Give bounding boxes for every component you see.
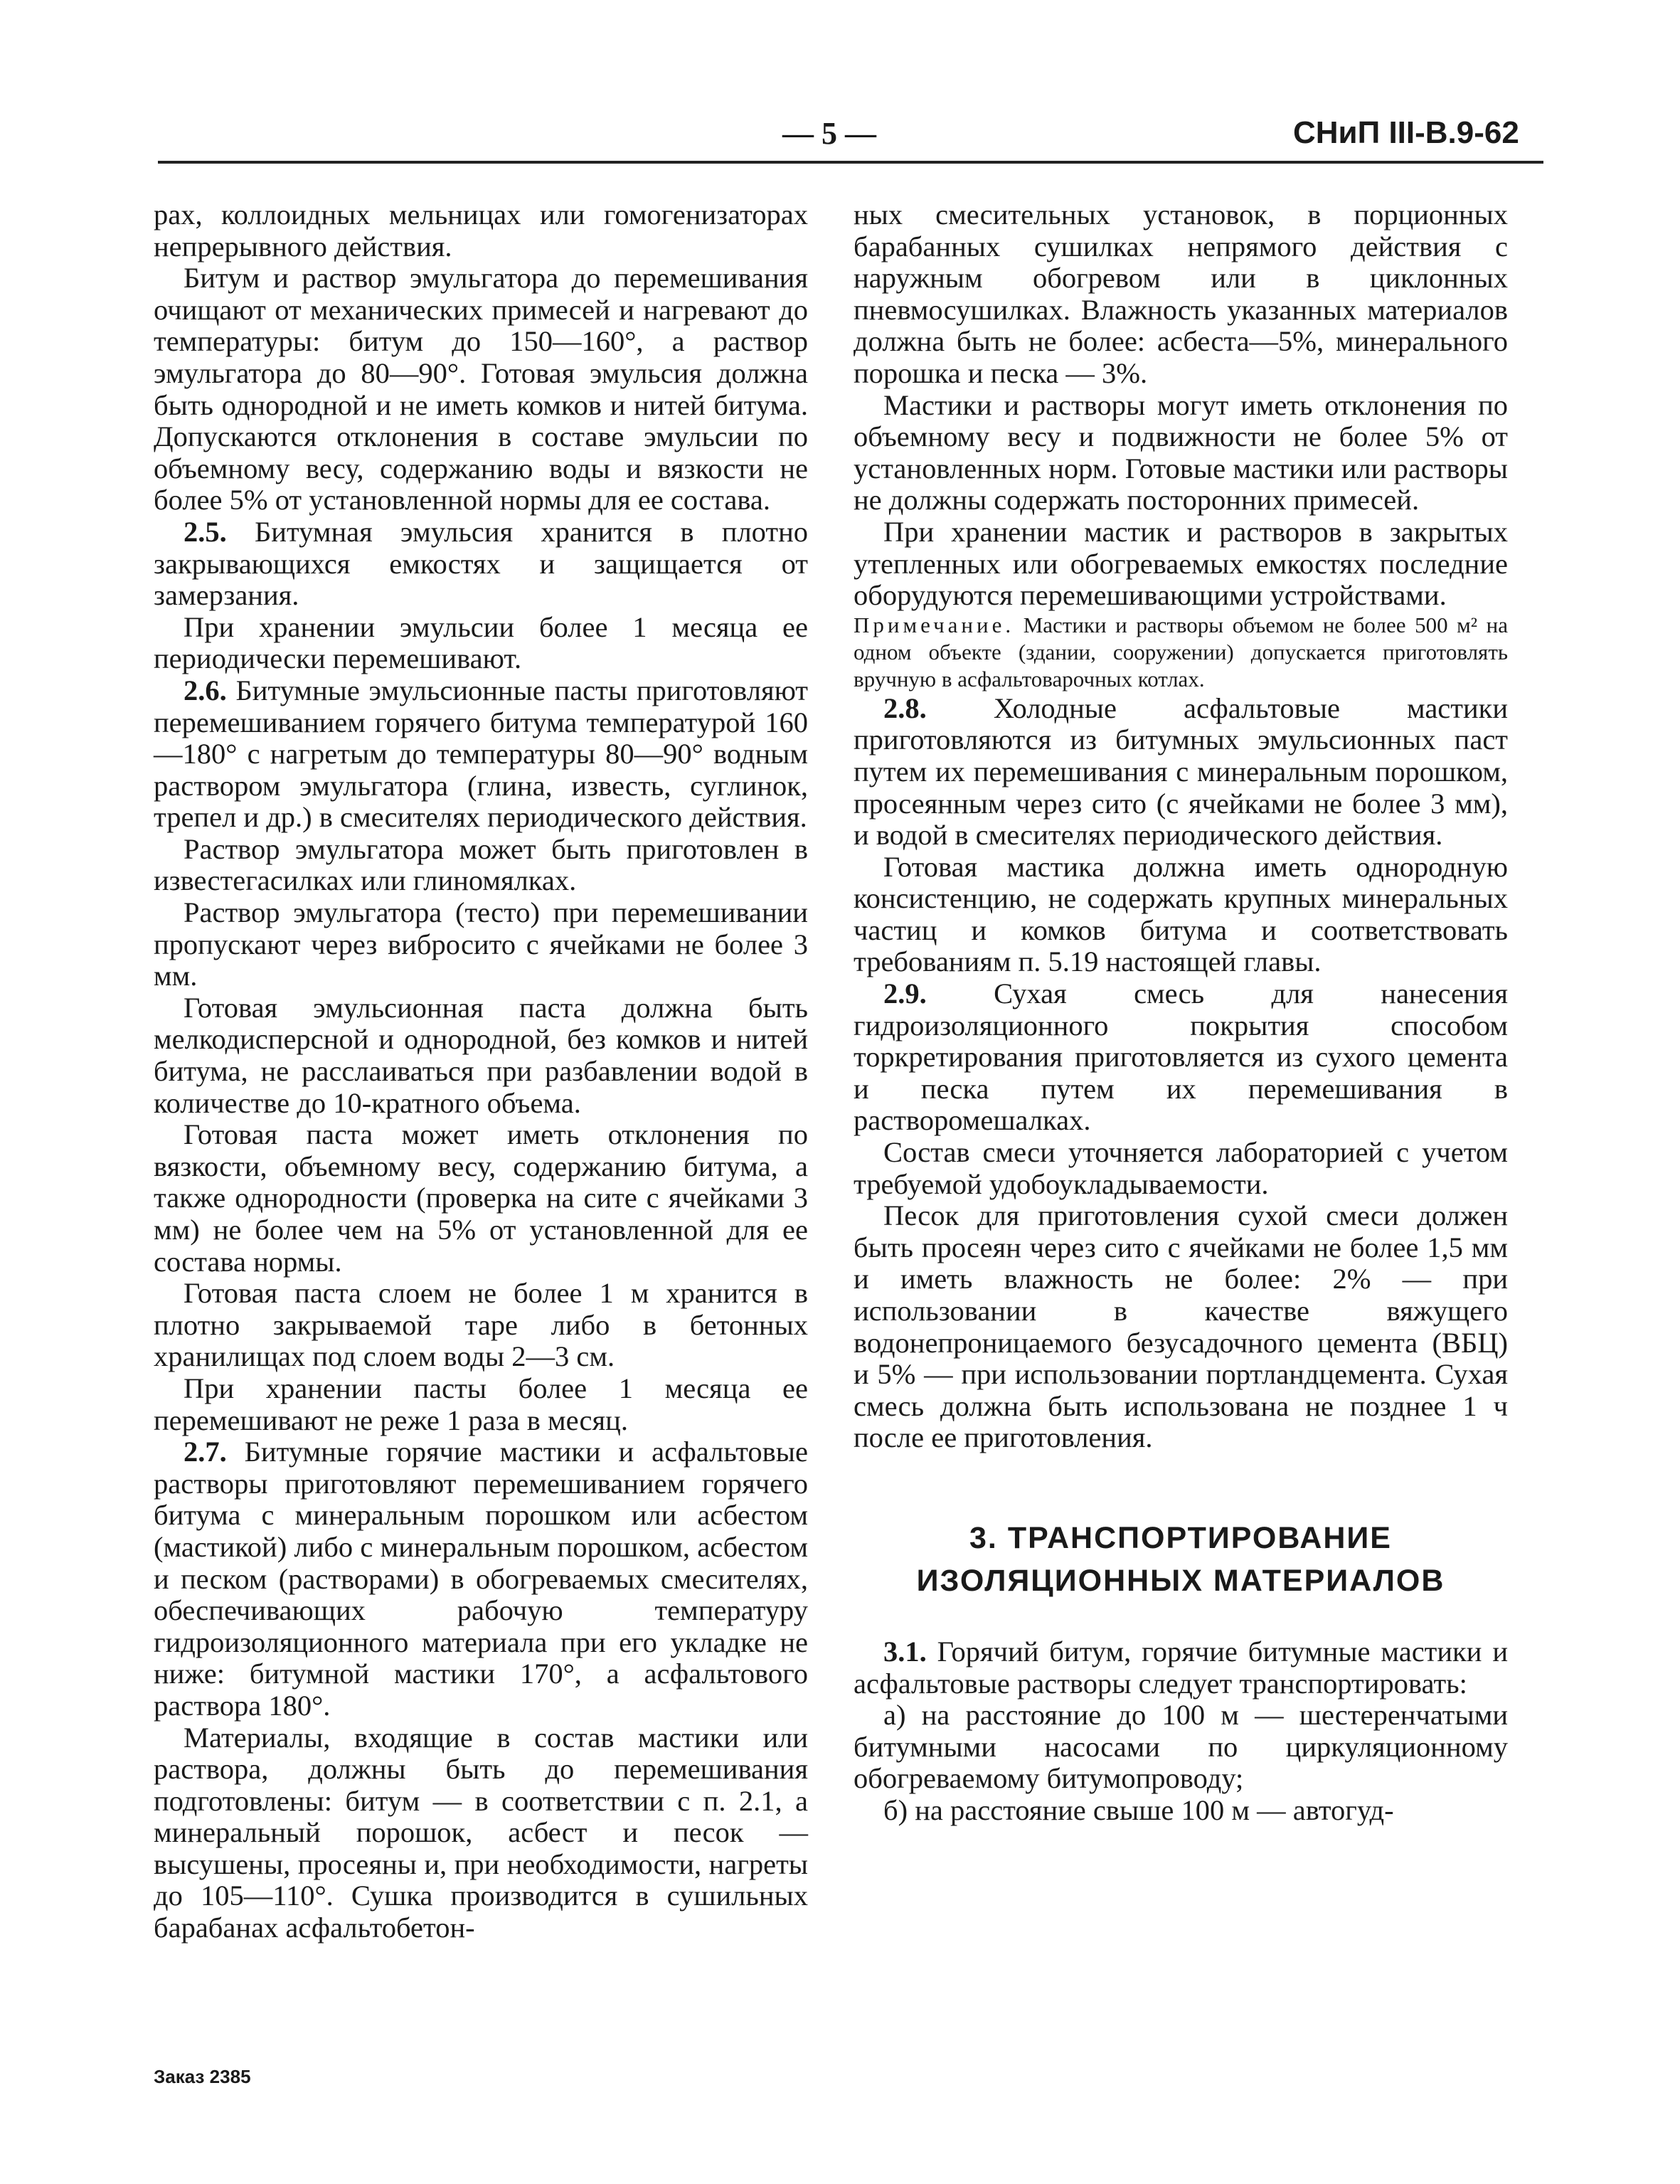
- section-number: 2.7.: [184, 1436, 227, 1468]
- section-number: 2.6.: [184, 674, 227, 706]
- section-heading-line: 3. ТРАНСПОРТИРОВАНИЕ: [969, 1520, 1392, 1555]
- section-heading-line: ИЗОЛЯЦИОННЫХ МАТЕРИАЛОВ: [916, 1563, 1445, 1598]
- paragraph: При хранении эмульсии более 1 месяца ее периодически перемешивают.: [154, 610, 808, 675]
- list-item: б) на расстояние свыше 100 м — автогуд-: [883, 1793, 1394, 1826]
- section-number: 3.1.: [883, 1635, 927, 1668]
- paragraph: [854, 693, 1508, 852]
- paragraph: Раствор эмульгатора может быть приготовлен в известегасилках или глиномялках.: [154, 832, 808, 897]
- note-label: Примечание.: [854, 612, 1015, 637]
- paragraph-text: Битумные горячие мастики и асфальтовые растворы приготовляют перемешиванием горячего битума с минеральным порошком или асбестом (мастикой) либо с минеральным порошком, асбестом и песком (растворами) в обогреваемых смесителях, обеспечивающих рабочую температуру гидроизоляционного материала при его укладке не ниже: битумной мастики 170°, а асфальтового раствора 180°.: [154, 1436, 808, 1722]
- paragraph-text: Битумные эмульсионные пасты приготовляют перемешиванием горячего битума температурой 160—180° с нагретым до температуры 80—90° водным раствором эмульгатора (глина, известь, суглинок, трепел и др.) в смесителях периодического действия.: [154, 674, 808, 834]
- paragraph: Состав смеси уточняется лабораторией с учетом требуемой удобоукладываемости.: [854, 1136, 1508, 1200]
- paragraph: Мастики и растворы могут иметь отклонения по объемному весу и подвижности не более 5% от установленных норм. Готовые мастики или растворы не должны содержать посторонних примесей.: [854, 388, 1508, 516]
- paragraph-text: Битумная эмульсия хранится в плотно закрывающихся емкостях и защищается от замерзания.: [154, 515, 808, 612]
- section-number: 2.8.: [883, 691, 927, 724]
- section-number: 2.5.: [184, 515, 227, 548]
- paragraph: [154, 516, 808, 612]
- header-rule: [158, 161, 1543, 164]
- paragraph-text: Горячий битум, горячие битумные мастики и асфальтовые растворы следует транспортировать:: [854, 1635, 1508, 1700]
- note-text: Мастики и растворы объемом не более 500 м² на одном объекте (здании, сооружении) допускается приготовлять вручную в асфальтоварочных котлах.: [854, 612, 1508, 691]
- paragraph: Раствор эмульгатора (тесто) при перемешивании пропускают через вибросито с ячейками не более 3 мм.: [154, 896, 808, 992]
- paragraph: При хранении пасты более 1 месяца ее перемешивают не реже 1 раза в месяц.: [154, 1372, 808, 1436]
- paragraph: [854, 1636, 1508, 1700]
- paragraph: Готовая паста может иметь отклонения по вязкости, объемному весу, содержанию битума, а также однородности (проверка на сите с ячейками 3 мм) не более чем на 5% от установленной для ее состава нормы.: [154, 1118, 808, 1278]
- note: [854, 612, 1508, 693]
- page-number: — 5 —: [782, 116, 876, 151]
- paragraph: [154, 675, 808, 834]
- paragraph: ных смесительных установок, в порционных барабанных сушилках непрямого действия с наружным обогревом или в циклонных пневмосушилках. Влажность указанных материалов должна быть не более: асбеста—5%, минерального порошка и песка — 3%.: [854, 198, 1508, 389]
- paragraph: При хранении мастик и растворов в закрытых утепленных или обогреваемых емкостях последние оборудуются перемешивающими устройствами.: [854, 515, 1508, 612]
- paragraph: Битум и раствор эмульгатора до перемешивания очищают от механических примесей и нагревают до температуры: битум до 150—160°, а раствор эмульгатора до 80—90°. Готовая эмульсия должна быть однородной и не иметь комков и нитей битума. Допускаются отклонения в составе эмульсии по объемному весу, содержанию воды и вязкости не более 5% от установленной нормы для ее состава.: [154, 262, 808, 516]
- paragraph: Материалы, входящие в состав мастики или раствора, должны быть до перемешивания подготовлены: битум — в соответствии с п. 2.1, а минеральный порошок, асбест и песок — высушены, просеяны и, при необходимости, нагреты до 105—110°. Сушка производится в сушильных барабанах асфальтобетон-: [154, 1721, 808, 1944]
- paragraph-text: Сухая смесь для нанесения гидроизоляционного покрытия способом торкретирования приготовляется из сухого цемента и песка путем их перемешивания в растворомешалках.: [854, 977, 1508, 1137]
- order-number: Заказ 2385: [154, 2066, 251, 2087]
- paragraph: Песок для приготовления сухой смеси должен быть просеян через сито с ячейками не более 1,5 мм и иметь влажность не более: 2% — при использовании в качестве вяжущего водонепроницаемого безусадочного цемента (ВБЦ) и 5% — при использовании портландцемента. Сухая смесь должна быть использована не позднее 1 ч после ее приготовления.: [854, 1199, 1508, 1454]
- paragraph: Готовая мастика должна иметь однородную консистенцию, не содержать крупных минеральных частиц и комков битума и соответствовать требованиям п. 5.19 настоящей главы.: [854, 850, 1508, 978]
- paragraph: рах, коллоидных мельницах или гомогенизаторах непрерывного действия.: [154, 198, 808, 263]
- paragraph-text: Холодные асфальтовые мастики приготовляются из битумных эмульсионных паст путем их перемешивания с минеральным порошком, просеянным через сито (с ячейками не более 3 мм), и водой в смесителях периодического действия.: [854, 691, 1508, 852]
- right-column: [854, 199, 1508, 1827]
- list-item: а) на расстояние до 100 м — шестеренчатыми битумными насосами по циркуляционному обогреваемому битумопроводу;: [854, 1699, 1508, 1795]
- document-code: СНиП III-В.9-62: [1293, 115, 1519, 150]
- left-column: [154, 199, 808, 1944]
- section-heading: [854, 1517, 1508, 1602]
- section-number: 2.9.: [883, 977, 927, 1010]
- paragraph: Готовая эмульсионная паста должна быть мелкодисперсной и однородной, без комков и нитей битума, не расслаиваться при разбавлении водой в количестве до 10-кратного объема.: [154, 991, 808, 1119]
- paragraph: [154, 1436, 808, 1722]
- paragraph: Готовая паста слоем не более 1 м хранится в плотно закрываемой таре либо в бетонных хранилищах под слоем воды 2—3 см.: [154, 1277, 808, 1373]
- paragraph: [854, 978, 1508, 1137]
